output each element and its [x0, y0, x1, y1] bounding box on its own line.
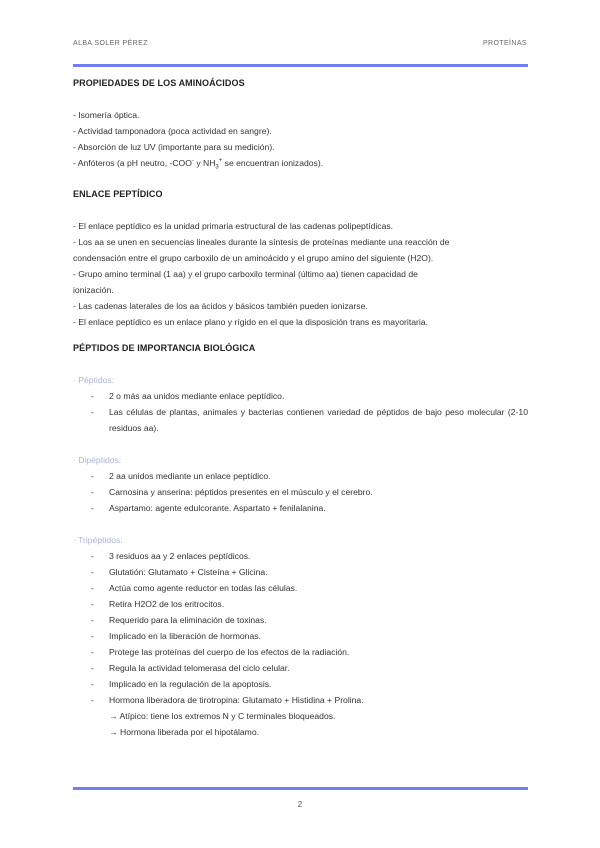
- list-item: - Requerido para la eliminación de toxinas.: [73, 612, 528, 628]
- list-item: - Actúa como agente reductor en todas las células.: [73, 580, 528, 596]
- enlace-line: condensación entre el grupo carboxilo de un aminoácido y el grupo amino del siguiente (H2O).: [73, 252, 434, 263]
- header-divider: [73, 64, 528, 67]
- section-title-enlace: ENLACE PEPTÍDICO: [73, 188, 163, 199]
- list-item: - Las células de plantas, animales y bacterias contienen variedad de péptidos de bajo peso molecular (2-10 residuos aa).: [73, 404, 528, 436]
- group-label-tripeptidos: · Tripéptidos:: [73, 534, 123, 545]
- anfoteros-text: - Anfóteros (a pH neutro, -COO: [73, 158, 192, 168]
- arrow-note: → Hormona liberada por el hipotálamo.: [109, 726, 259, 737]
- group-label-dipeptidos: · Dipéptidos:: [73, 454, 122, 465]
- list-item: - Regula la actividad telomerasa del ciclo celular.: [73, 660, 528, 676]
- list-item: - 3 residuos aa y 2 enlaces peptídicos.: [73, 548, 528, 564]
- list-item: - Implicado en la liberación de hormonas.: [73, 628, 528, 644]
- section-title-aminoacidos: PROPIEDADES DE LOS AMINOÁCIDOS: [73, 78, 245, 88]
- anfoteros-end: se encuentran ionizados).: [222, 158, 324, 168]
- list-item: - Glutatión: Glutamato + Cisteína + Glicina.: [73, 564, 528, 580]
- peptidos-list: [73, 388, 528, 436]
- arrow-note: → Atípico: tiene los extremos N y C terminales bloqueados.: [109, 710, 336, 721]
- list-item: - Aspartamo: agente edulcorante. Aspartato + fenilalanina.: [73, 500, 528, 516]
- enlace-line: - El enlace peptídico es la unidad primaria estructural de las cadenas polipeptídicas.: [73, 220, 394, 231]
- coo-charge: -: [191, 158, 194, 165]
- dipeptidos-list: [73, 468, 528, 516]
- header-topic: PROTEÍNAS: [482, 40, 527, 47]
- page-content: [73, 75, 528, 740]
- nh3-charge: +: [218, 158, 223, 165]
- aminoacidos-line-anfoteros: [73, 155, 528, 176]
- group-label-peptidos: · Péptidos:: [73, 374, 115, 385]
- aminoacidos-line: - Isomería óptica.: [73, 110, 140, 120]
- list-item: - Carnosina y anserina: péptidos presentes en el músculo y el cerebro.: [73, 484, 528, 500]
- enlace-line: - Grupo amino terminal (1 aa) y el grupo carboxilo terminal (último aa) tienen capacidad de: [73, 268, 418, 279]
- section-title-peptidos: PÉPTIDOS DE IMPORTANCIA BIOLÓGICA: [73, 342, 256, 353]
- list-item: - 2 aa unidos mediante un enlace peptídico.: [73, 468, 528, 484]
- header-author: ALBA SOLER PÉREZ: [73, 40, 148, 47]
- list-item: - Retira H2O2 de los eritrocitos.: [73, 596, 528, 612]
- nh3-subscript: 3: [215, 164, 219, 171]
- list-item: - Implicado en la regulación de la apoptosis.: [73, 676, 528, 692]
- list-item: - Protege las proteínas del cuerpo de los efectos de la radiación.: [73, 644, 528, 660]
- aminoacidos-line: - Actividad tamponadora (poca actividad en sangre).: [73, 126, 272, 136]
- enlace-line: - Los aa se unen en secuencias lineales durante la síntesis de proteínas mediante una reacción de: [73, 236, 450, 247]
- anfoteros-mid: y NH: [193, 158, 216, 168]
- footer-divider: [73, 787, 528, 790]
- tripeptidos-list: [73, 548, 528, 708]
- list-item: - 2 o más aa unidos mediante enlace peptídico.: [73, 388, 528, 404]
- list-item: - Hormona liberadora de tirotropina: Glutamato + Histidina + Prolina.: [73, 692, 528, 708]
- aminoacidos-line: - Absorción de luz UV (importante para su medición).: [73, 142, 275, 152]
- enlace-line: ionización.: [73, 284, 114, 295]
- enlace-line: - El enlace peptídico es un enlace plano y rígido en el que la disposición trans es mayoritaria.: [73, 316, 428, 327]
- page-number: 2: [297, 800, 303, 809]
- enlace-line: - Las cadenas laterales de los aa ácidos y básicos también pueden ionizarse.: [73, 300, 368, 311]
